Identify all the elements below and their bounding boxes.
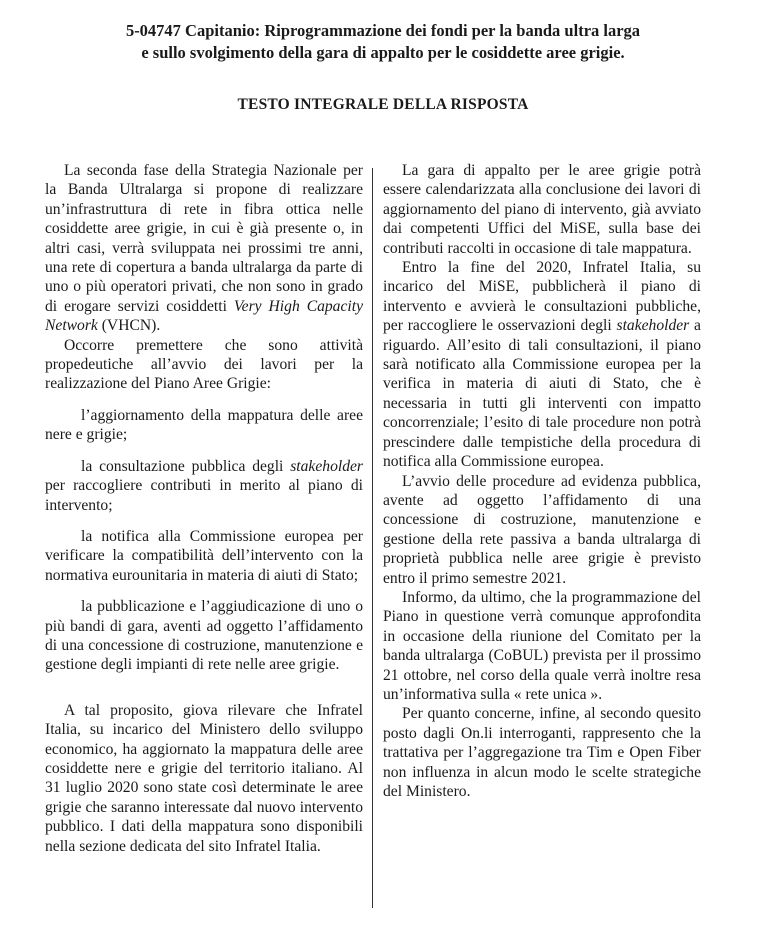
column-divider (372, 168, 373, 908)
document-title (40, 20, 726, 64)
paragraph: A tal proposito, giova rilevare che Infratel Italia, su incarico del Ministero dello sviluppo economico, ha aggiornato la mappatura delle aree cosiddette nere e grigie del territorio italiano. Al 31 luglio 2020 sono state così determinate le aree grigie che saranno interessate dal nuovo intervento pubblico. I dati della mappatura sono disponibili nella sezione dedicata del sito Infratel Italia. (45, 701, 363, 855)
paragraph: La seconda fase della Strategia Nazionale per la Banda Ultralarga si propone di realizzare un’infrastruttura di rete in fibra ottica nelle cosiddette aree grigie, in cui è già presente o, in altri casi, verrà sviluppata nei prossimi tre anni, una rete di copertura a banda ultralarga da parte di uno o più operatori privati, che non sono in grado di erogare servizi cosiddetti Very High Capacity Network (VHCN). (45, 162, 363, 335)
paragraph: Informo, da ultimo, che la programmazione del Piano in questione verrà comunque approfondita in occasione della riunione del Comitato per la banda ultralarga (CoBUL) prevista per il prossimo 21 ottobre, nel corso della quale verrà inoltre resa un’informativa sulla « rete unica ». (383, 588, 701, 703)
list-item: l’aggiornamento della mappatura delle aree nere e grigie; (45, 406, 363, 444)
title-line-1: 5-04747 Capitanio: Riprogrammazione dei fondi per la banda ultra larga (125, 21, 641, 40)
paragraph: Occorre premettere che sono attività propedeutiche all’avvio dei lavori per la realizzazione del Piano Aree Grigie: (45, 336, 363, 393)
paragraph: L’avvio delle procedure ad evidenza pubblica, avente ad oggetto l’affidamento di una concessione di costruzione, manutenzione e gestione della rete passiva a banda ultralarga di proprietà pubblica nelle aree grigie è previsto entro il primo semestre 2021. (383, 472, 701, 587)
paragraph: Per quanto concerne, infine, al secondo quesito posto dagli On.li interroganti, rappresento che la trattativa per l’aggregazione tra Tim e Open Fiber non influenza in alcun modo le scelte strategiche del Ministero. (383, 705, 701, 800)
list-item: la consultazione pubblica degli stakeholder per raccogliere contributi in merito al piano di intervento; (45, 457, 363, 514)
list-item: la pubblicazione e l’aggiudicazione di uno o più bandi di gara, aventi ad oggetto l’affidamento di una concessione di costruzione, manutenzione e gestione degli impianti di rete nelle aree grigie. (45, 598, 363, 674)
left-column (45, 161, 363, 856)
list-item: la notifica alla Commissione europea per verificare la compatibilità dell’intervento con la normativa eurounitaria in materia di aiuti di Stato; (45, 527, 363, 584)
title-line-2: e sullo svolgimento della gara di appalto per le cosiddette aree grigie. (141, 43, 625, 62)
paragraph: La gara di appalto per le aree grigie potrà essere calendarizzata alla conclusione dei lavori di aggiornamento del piano di intervento, già avviato dai competenti Uffici del MiSE, sulla base dei contributi raccolti in occasione di tale mappatura. (383, 162, 701, 257)
paragraph: Entro la fine del 2020, Infratel Italia, su incarico del MiSE, pubblicherà il piano di intervento e avvierà le consultazioni pubbliche, per raccogliere le osservazioni degli stakeholder a riguardo. All’esito di tali consultazioni, il piano sarà notificato alla Commissione europea per la verifica in materia di aiuti di Stato, che è necessaria in tutti gli interventi con impatto concorrenziale; l’esito di tale procedure non potrà prescindere dalle tempistiche della procedura di notifica alla Commissione europea. (383, 259, 701, 471)
right-column (383, 161, 701, 801)
section-heading: TESTO INTEGRALE DELLA RISPOSTA (237, 96, 529, 113)
